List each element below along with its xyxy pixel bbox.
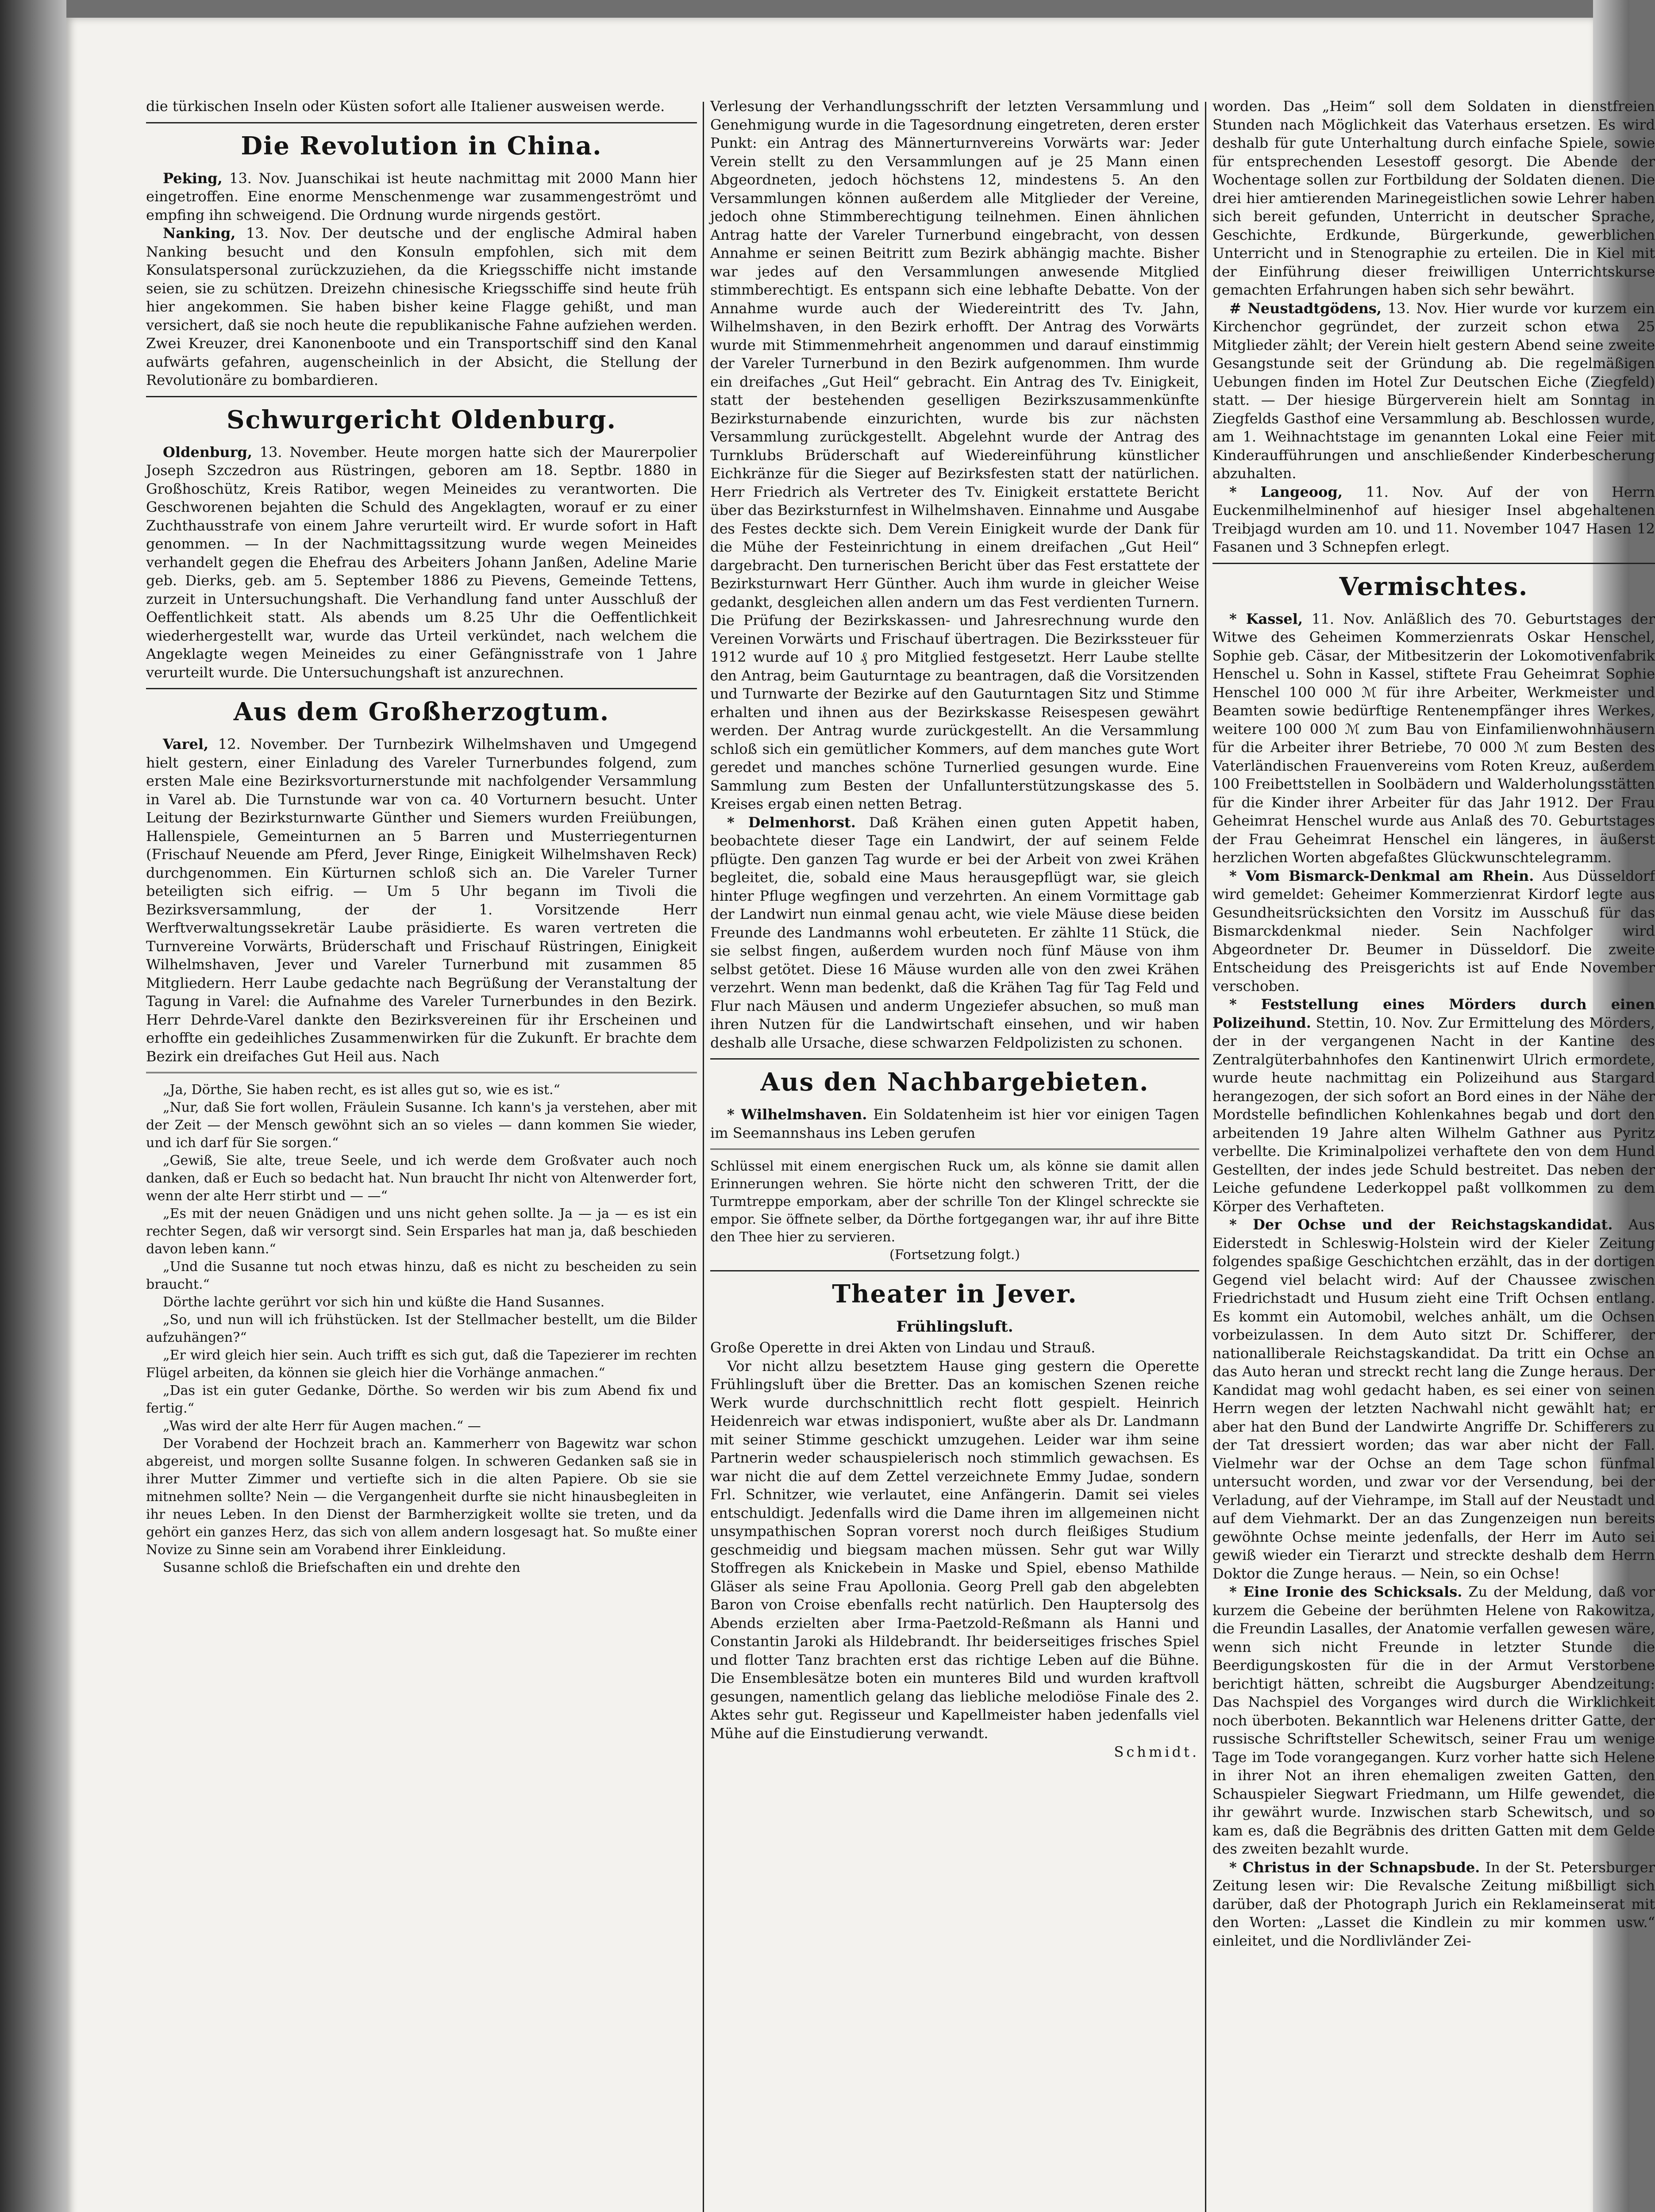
section-rule — [146, 688, 697, 689]
story-paragraph: „Er wird gleich hier sein. Auch trifft es sich gut, daß die Tapezierer im rechten Flügel arbeiten, da können sie gleich hier die Vorhänge anmachen.“ — [146, 1348, 697, 1381]
story-paragraph: „Ja, Dörthe, Sie haben recht, es ist alles gut so, wie es ist.“ — [163, 1082, 560, 1098]
heading-schwurgericht: Schwurgericht Oldenburg. — [227, 405, 616, 434]
paragraph-text: 13. Nov. Der deutsche und der englische Admiral haben Nanking besucht und den Konsuln empfohlen, sich mit dem Konsulatspersonal zurückzuziehen, da die Kriegsschiffe nicht imstande seien, sie zu schützen. Dreizehn chinesische Kriegsschiffe sind heute früh hier angekommen. Sie haben bisher keine Flagge gehißt, und man versichert, daß sie noch heute die republikanische Fahne aufziehen werden. Zwei Kreuzer, drei Kanonenboote und ein Transportschiff sind den Kanal aufwärts gefahren, augenscheinlich in der Absicht, die Stellung der Revolutionäre zu bombardieren. — [146, 225, 697, 388]
heading-china: Die Revolution in China. — [241, 131, 602, 161]
dateline: * Christus in der Schnapsbude. — [1229, 1859, 1480, 1876]
paragraph — [1212, 867, 1655, 996]
paragraph — [146, 735, 697, 1066]
dateline: Peking, — [163, 169, 223, 187]
dateline: * Feststellung eines Mörders durch einen Polizeihund. — [1212, 996, 1655, 1031]
paragraph — [1212, 1216, 1655, 1583]
dateline: * Langeoog, — [1229, 483, 1343, 500]
dateline: * Eine Ironie des Schicksals. — [1229, 1583, 1463, 1600]
paragraph-text: Stettin, 10. Nov. Zur Ermittelung des Mörders, der in der vergangenen Nacht in der Kantine des Zentralgüterbahnhofes den Kantinenwirt Ulrich ermordete, wurde heute nachmittag ein Polizeihund aus Stargard herangezogen, der sich sofort an Bord eines in der Nähe der Mordstelle befindlichen Kohlenkahnes begab und dort den arbeitenden 19 Jahre alten Wilhelm Gathner aus Pyritz verbellte. Die Kriminalpolizei verhaftete den von dem Hund Gestellten, der indes jede Schuld bestreitet. Das neben der Leiche gefundene Lederkoppel paßt vollkommen zu dem Körper des Verhafteten. — [1212, 1014, 1655, 1215]
paragraph — [710, 1106, 1199, 1142]
dateline: * Der Ochse und der Reichstagskandidat. — [1229, 1216, 1613, 1233]
paragraph — [1212, 995, 1655, 1216]
dateline: Varel, — [163, 736, 209, 753]
paragraph-text: Ein Soldatenheim ist hier vor einigen Tagen im Seemannshaus ins Leben gerufen — [710, 1106, 1199, 1141]
dateline: Oldenburg, — [163, 443, 253, 461]
paragraph-text: In der St. Petersburger Zeitung lesen wir: Die Revalsche Zeitung mißbilligt sich darüber, daß der Photograph Jurich ein Reklameinserat mit den Worten: „Lasset die Kindlein zu mir kommen usw.“ einleitet, und die Nordlivländer Zei- — [1212, 1859, 1655, 1949]
dateline: * Kassel, — [1229, 610, 1303, 627]
paragraph-text: 12. November. Der Turnbezirk Wilhelmshaven und Umgegend hielt gestern, einer Einladung des Vareler Turnerbundes folgend, zum ersten Male eine Bezirksvorturnerstunde mit nachfolgender Versammlung in Varel ab. Die Turnstunde war von ca. 40 Vorturnern besucht. Unter Leitung der Bezirksturnwarte Günther und Siemers wurden Freiübungen, Hallenspiele, Gemeinturnen an 5 Barren und Musterriegenturnen (Frischauf Neuende am Pferd, Jever Ringe, Einigkeit Wilhelmshaven Reck) durchgenommen. Ein Kürturnen schloß sich an. Die Vareler Turner beteiligten sich eifrig. — Um 5 Uhr begann im Tivoli die Bezirksversammlung, der der 1. Vorsitzende Herr Werftverwaltungssekretär Laube präsidierte. Es waren vertreten die Turnvereine Vorwärts, Brüderschaft und Frischauf Rüstringen, Einigkeit Wilhelmshaven, Jever und Vareler Turnerbund mit zusammen 85 Mitgliedern. Herr Laube gedachte nach Begrüßung der Veranstaltung der Tagung in Varel: die Aufnahme des Vareler Turnerbundes in den Bezirk. Herr Dehrde-Varel dankte den Bezirksvereinen für ihr Erscheinen und erhoffte ein gedeihliches Zusammenwirken für die Zukunft. Er brachte dem Bezirk ein dreifaches Gut Heil aus. Nach — [146, 736, 697, 1065]
paragraph — [1212, 1583, 1655, 1859]
intro-text: die türkischen Inseln oder Küsten sofort alle Italiener ausweisen werde. — [146, 98, 665, 115]
story-paragraph: „Es mit der neuen Gnädigen und uns nicht gehen sollte. Ja — ja — es ist ein rechter Segen, daß wir versorgt sind. Sein Ersparles hat man ja, daß beschieden davon leben kann.“ — [146, 1206, 697, 1257]
column-middle — [710, 97, 1199, 2212]
story-paragraph: „Das ist ein guter Gedanke, Dörthe. So werden wir bis zum Abend fix und fertig.“ — [146, 1383, 697, 1416]
paragraph — [1212, 610, 1655, 867]
paragraph — [146, 169, 697, 225]
story-paragraph: „Gewiß, Sie alte, treue Seele, und ich werde dem Großvater auch noch danken, daß er Euch so bedacht hat. Nun braucht Ihr nicht von Altenwerder fort, wenn der alte Herr stirbt und — —“ — [146, 1153, 697, 1204]
paragraph — [146, 224, 697, 390]
section-rule — [1212, 563, 1655, 564]
heading-grossherzogtum: Aus dem Großherzogtum. — [233, 697, 610, 726]
dateline: Nanking, — [163, 225, 236, 242]
newspaper-page — [66, 18, 1655, 2212]
paragraph-text: Zu der Meldung, daß vor kurzem die Gebeine der berühmten Helene von Rakowitza, die Freundin Lasalles, der Anatomie verfallen gewesen wäre, wenn sich nicht Freunde in letzter Stunde die Beerdigungskosten für die in der Armut Verstorbene berichtigt hätten, schreibt die Augsburger Abendzeitung: Das Nachspiel des Vorganges wird durch die Wirklichkeit noch überboten. Bekanntlich war Helenens dritter Gatte, der russische Schriftsteller Schewitsch, seiner Frau um wenige Tage im Tode vorangegangen. Kurz vorher hatte sich Helene in ihrer Not an ihren ehemaligen zweiten Gatten, den Schauspieler Siegwart Friedmann, um Hilfe gewendet, die ihr gewährt wurde. Inzwischen starb Schewitsch, und so kam es, daß die Begräbnis des dritten Gatten mit dem Gelde des zweiten bezahlt wurde. — [1212, 1583, 1655, 1857]
story-paragraph: Der Vorabend der Hochzeit brach an. Kammerherr von Bagewitz war schon abgereist, und morgen sollte Susanne folgen. In schweren Gedanken saß sie in ihrer Mutter Zimmer und vertiefte sich in die alten Papiere. Ob sie sie mitnehmen sollte? Nein — die Vergangenheit durfte sie nicht hinausbegleiten in ihr neues Leben. In den Dienst der Barmherzigkeit wollte sie treten, und da gehört ein ganzes Herz, das sich von allem andern losgesagt hat. So mußte einer Novize zu Sinne sein am Vorabend ihrer Einkleidung. — [146, 1436, 697, 1558]
heading-vermischtes: Vermischtes. — [1339, 572, 1528, 601]
column-rule — [703, 102, 704, 2212]
story-paragraph: „Und die Susanne tut noch etwas hinzu, daß es nicht zu bescheiden zu sein braucht.“ — [146, 1259, 697, 1292]
paragraph-text: worden. Das „Heim“ soll dem Soldaten in dienstfreien Stunden nach Möglichkeit das Vaterhaus ersetzen. Es wird deshalb für gute Unterhaltung durch einfache Spiele, sowie für entsprechenden Lesestoff gesorgt. Die Abende der Wochentage sollen zur Fortbildung der Soldaten dienen. Die drei hier amtierenden Marinegeistlichen sowie Lehrer haben sich bereit gefunden, Unterricht in deutscher Sprache, Geschichte, Erdkunde, Bürgerkunde, gewerblichen Unterricht und in Stenographie zu erteilen. Die in Kiel mit der Einführung dieser freiwilligen Unterrichtskurse gemachten Erfahrungen haben sich sehr bewährt. — [1212, 98, 1655, 298]
paragraph-text: 11. Nov. Auf der von Herrn Euckenmilhelminenhof auf hiesiger Insel abgehaltenen Treibjagd wurden am 10. und 11. November 1047 Hasen 12 Fasanen und 3 Schnepfen erlegt. — [1212, 483, 1655, 555]
paragraph-text: 13. November. Heute morgen hatte sich der Maurerpolier Joseph Szczedron aus Rüstringen, geboren am 18. Septbr. 1880 in Großhoschütz, Kreis Ratibor, wegen Meineides zu verantworten. Die Geschworenen bejahten die Schuld des Angeklagten, worauf er zu einer Zuchthausstrafe von einem Jahre verurteilt wird. Er wurde sofort in Haft genommen. — In der Nachmittagssitzung wurde wegen Meineides verhandelt gegen die Ehefrau des Arbeiters Johann Janßen, Adeline Marie geb. Dierks, geb. am 5. September 1886 zu Pievens, Gemeinde Tettens, zurzeit in Untersuchungshaft. Die Verhandlung fand unter Ausschluß der Oeffentlichkeit statt. Als abends um 8.25 Uhr die Oeffentlichkeit wiederhergestellt war, wurde das Urteil verkündet, nach welchem die Angeklagte wegen Meineides zu einer Gefängnisstrafe von 1 Jahre verurteilt wurde. Die Untersuchungshaft ist anzurechnen. — [146, 443, 697, 681]
paragraph — [1212, 300, 1655, 483]
story-paragraph: Schlüssel mit einem energischen Ruck um, als könne sie damit allen Erinnerungen wehren. Sie hörte nicht den schweren Tritt, der die Turmtreppe emporkam, aber der schrille Ton der Klingel schreckte sie empor. Sie öffnete selber, da Dörthe fortgegangen war, ihr auf ihre Bitte den Thee hier zu servieren. — [710, 1159, 1199, 1245]
paragraph-text: 11. Nov. Anläßlich des 70. Geburtstages der Witwe des Geheimen Kommerzienrats Oskar Henschel, Sophie geb. Cäsar, der Mitbesitzerin der Lokomotivenfabrik Henschel u. Sohn in Kassel, stiftete Frau Geheimrat Sophie Henschel 100 000 ℳ für ihre Arbeiter, Werkmeister und Beamten sowie bedürftige Rentenempfänger ihres Werkes, weitere 100 000 ℳ zum Bau von Einfamilienwohnhäusern für die Arbeiter ihrer Betriebe, 70 000 ℳ zum Besten des Vaterländischen Frauenvereins vom Roten Kreuz, außerdem 100 Freibettstellen in Soolbädern und Walderholungsstätten für die Kinder ihrer Arbeiter für das Jahr 1912. Der Frau Geheimrat Henschel wurde aus Anlaß des 70. Geburtstages der Frau Geheimrat Henschel ein längeres, in äußerst herzlichen Worten abgefaßtes Glückwunschtelegramm. — [1212, 610, 1655, 866]
signature: Schmidt. — [1114, 1743, 1199, 1760]
book-binding-shadow — [0, 0, 66, 2212]
column-right — [1212, 97, 1655, 2212]
paragraph — [1212, 483, 1655, 557]
paragraph-text: 13. Nov. Juanschikai ist heute nachmittag mit 2000 Mann hier eingetroffen. Eine enorme Menschenmenge war zusammengeströmt und empfing ihn schweigend. Die Ordnung wurde nirgends gestört. — [146, 169, 697, 223]
paragraph-text: Verlesung der Verhandlungsschrift der letzten Versammlung und Genehmigung wurde in die Tagesordnung eingetreten, deren erster Punkt: ein Antrag des Männerturnvereins Vorwärts war: Jeder Verein stellt zu den Versammlungen auf je 25 Mann einen Abgeordneten, jedoch höchstens 12, mindestens 5. An den Versammlungen können außerdem alle Mitglieder der Vereine, jedoch ohne Stimmberechtigung teilnehmen. Einen ähnlichen Antrag hatte der Vareler Turnerbund eingebracht, von dessen Annahme er seinen Beitritt zum Bezirk abhängig machte. Bisher war jedes auf den Versammlungen anwesende Mitglied stimmberechtigt. Es entspann sich eine lebhafte Debatte. Von der Annahme wurde auch der Wiedereintritt des Tv. Jahn, Wilhelmshaven, in den Bezirk erhofft. Der Antrag des Vorwärts wurde mit Stimmenmehrheit angenommen und darauf einstimmig der Vareler Turnerbund in den Bezirk aufgenommen. Ihm wurde ein dreifaches „Gut Heil“ gebracht. Ein Antrag des Tv. Einigkeit, statt der bestehenden geselligen Bezirkszusammenkünfte Bezirksturnabende einzurichten, wurde bis zur nächsten Versammlung zurückgestellt. Abgelehnt wurde der Antrag des Turnklubs Brüderschaft auf Wiedereinführung künstlicher Eichkränze für die Sieger auf Bezirksfesten statt der natürlichen. Herr Friedrich als Vertreter des Tv. Einigkeit erstattete Bericht über das Bezirksturnfest in Wilhelmshaven. Einnahme und Ausgabe des Festes deckte sich. Dem Verein Einigkeit wurde der Dank für die Mühe der Festeinrichtung in einem dreifachen „Gut Heil“ dargebracht. Den turnerischen Bericht über das Fest erstattete der Bezirksturnwart Herr Günther. Auch ihm wurde in gleicher Weise gedankt, desgleichen allen andern um das Fest verdienten Turnern. Die Prüfung der Bezirkskassen- und Jahresrechnung wurde den Vereinen Vorwärts und Frischauf übertragen. Die Bezirkssteuer für 1912 wurde auf 10 ₰ pro Mitglied festgesetzt. Herr Laube stellte den Antrag, beim Gauturntage zu beantragen, daß die Vorsitzenden und Turnwarte der Bezirke auf den Gauturntagen Sitz und Stimme erhalten und ihnen aus der Bezirkskasse Reisespesen gewährt werden. Der Antrag wurde zurückgestellt. An die Versammlung schloß sich ein gemütlicher Kommers, auf dem manches gute Wort geredet und manches schöne Turnerlied gesungen wurde. Eine Sammlung zum Besten der Unfallunterstützungskasse des 5. Kreises ergab einen netten Betrag. — [710, 98, 1199, 812]
paragraph-text: Aus Düsseldorf wird gemeldet: Geheimer Kommerzienrat Kirdorf legte aus Gesundheitsrücksichten den Vorsitz im Ausschuß für das Bismarckdenkmal nieder. Sein Nachfolger wird Abgeordneter Dr. Beumer in Düsseldorf. Die zweite Entscheidung des Preisgerichts ist auf Ende November verschoben. — [1212, 867, 1655, 995]
story-paragraph: „Nur, daß Sie fort wollen, Fräulein Susanne. Ich kann's ja verstehen, aber mit der Zeit — der Mensch gewöhnt sich an so vieles — dann kommen Sie wieder, und ich darf für Sie sorgen.“ — [146, 1100, 697, 1151]
paragraph — [1212, 1859, 1655, 1951]
feuilleton-rule — [710, 1148, 1199, 1152]
dateline: # Neustadtgödens, — [1229, 300, 1382, 317]
paragraph-text: Vor nicht allzu besetztem Hause ging gestern die Operette Frühlingsluft über die Bretter. Das an komischen Szenen reiche Werk wurde durchschnittlich recht flott gespielt. Heinrich Heidenreich war etwas indisponiert, wußte aber als Dr. Landmann mit seiner Stimme geschickt umzugehen. Leider war ihm seine Partnerin weder schauspielerisch noch stimmlich gewachsen. Es war nicht die auf dem Zettel verzeichnete Emmy Judae, sondern Frl. Schnitzer, wie verlautet, eine Anfängerin. Damit sei vieles entschuldigt. Jedenfalls wird die Dame ihren im allgemeinen nicht unsympathischen Sopran vorerst noch durch fleißiges Studium geschmeidig und biegsam machen müssen. Sehr gut war Willy Stoffregen als Knickebein in Maske und Spiel, ebenso Mathilde Gläser als seine Frau Apollonia. Georg Prell gab den abgelebten Baron von Croise ebenfalls recht natürlich. Den Hauptersolg des Abends erzielten aber Irma-Paetzold-Reßmann als Hanni und Constantin Jaroki als Hildebrandt. Ihr beiderseitiges frisches Spiel und flotter Tanz brachten erst das richtige Leben auf die Bühne. Die Ensemblesätze boten ein munteres Bild und wurden kraftvoll gesungen, namentlich gelang das liebliche melodiöse Finale des 2. Aktes sehr gut. Regisseur und Kapellmeister haben jedenfalls viel Mühe auf die Einstudierung verwandt. — [710, 1357, 1199, 1742]
subheading: Frühlingsluft. — [896, 1318, 1013, 1336]
column-rule — [1205, 102, 1206, 2212]
section-rule — [710, 1058, 1199, 1060]
serial-story — [710, 1158, 1199, 1264]
paragraph-text: Daß Krähen einen guten Appetit haben, beobachtete dieser Tage ein Landwirt, der auf seinem Felde pflügte. Den ganzen Tag wurde er bei der Arbeit von zwei Krähen begleitet, die, sobald eine Maus herausgepflügt war, sie gleich hinter Pfluge wegfingen und verzehrten. An einem Vormittage gab der Landwirt nun einmal genau acht, wie viele Mäuse diese beiden Freunde des Landmanns wohl erbeuteten. Er zählte 11 Stück, die sie selbst fingen, außerdem wurden noch fünf Mäuse von ihm selbst getötet. Diese 16 Mäuse wurden alle von den zwei Krähen verzehrt. Wenn man bedenkt, daß die Krähen Tag für Tag Feld und Flur nach Mäusen und anderm Ungeziefer absuchen, so muß man ihren Nutzen für die Landwirtschaft einsehen, und wir haben deshalb alle Ursache, diese schwarzen Feldpolizisten zu schonen. — [710, 814, 1200, 1051]
column-left — [146, 97, 697, 2212]
story-paragraph: „Was wird der alte Herr für Augen machen.“ — — [163, 1418, 481, 1434]
story-paragraph: Susanne schloß die Briefschaften ein und drehte den — [163, 1560, 520, 1575]
serial-story — [146, 1081, 697, 1577]
story-paragraph: „So, und nun will ich frühstücken. Ist der Stellmacher bestellt, um die Bilder aufzuhängen?“ — [146, 1312, 697, 1345]
paragraph-text: 13. Nov. Hier wurde vor kurzem ein Kirchenchor gegründet, der zurzeit schon etwa 25 Mitglieder zählt; der Verein hielt gestern Abend seine zweite Gesangstunde seit der Gründung ab. Die regelmäßigen Uebungen finden im Hotel Zur Deutschen Eiche (Ziegfeld) statt. — Der hiesige Bürgerverein hielt am Sonntag in Ziegfelds Gasthof eine Versammlung ab. Beschlossen wurde, am 1. Weihnachtstage im genannten Lokal eine Feier mit Kinderaufführungen und anschließender Kinderbescherung abzuhalten. — [1212, 300, 1655, 482]
dateline: * Wilhelmshaven. — [727, 1106, 867, 1123]
paragraph — [146, 443, 697, 682]
paragraph-text: Aus Eiderstedt in Schleswig-Holstein wird der Kieler Zeitung folgendes spaßige Geschichtchen erzählt, das in der dortigen Gegend viel belacht wird: Auf der Chaussee zwischen Friedrichstadt und Husum zieht eine Trift Ochsen entlang. Es kommt ein Automobil, welches anhält, um die Ochsen vorbeizulassen. In dem Auto sitzt Dr. Schifferer, der nationalliberale Reichstagskandidat. Da tritt ein Ochse an das Auto heran und streckt recht lang die Zunge heraus. Der Kandidat mag wohl gedacht haben, es sei einer von seinen Herrn wegen der letzten Nachwahl nicht gewählt hat; er aber hat den Bund der Landwirte Angriffe Dr. Schifferers zu der Tat dressiert worden; das war aber nicht der Fall. Vielmehr war der Ochse an dem Tage schon fünfmal untersucht worden, und zwar vor der Versendung, bei der Verladung, auf der Viehrampe, im Stall auf der Neustadt und auf dem Viehmarkt. Der an das Zungenzeigen nun bereits gewöhnte Ochse meinte jedenfalls, der Herr im Auto sei gewiß wieder ein Tierarzt und streckte deshalb dem Herrn Doktor die Zunge heraus. — Nein, so ein Ochse! — [1212, 1216, 1655, 1582]
paragraph-text: Große Operette in drei Akten von Lindau und Strauß. — [710, 1339, 1096, 1356]
heading-theater: Theater in Jever. — [832, 1279, 1078, 1309]
story-paragraph: Dörthe lachte gerührt vor sich hin und küßte die Hand Susannes. — [163, 1294, 605, 1310]
section-rule — [146, 396, 697, 397]
heading-nachbargebiete: Aus den Nachbargebieten. — [760, 1068, 1149, 1097]
section-rule — [710, 1270, 1199, 1271]
feuilleton-rule — [146, 1072, 697, 1075]
dateline: * Delmenhorst. — [727, 814, 856, 831]
dateline: * Vom Bismarck-Denkmal am Rhein. — [1229, 867, 1534, 884]
paragraph — [710, 814, 1199, 1052]
section-rule — [146, 122, 697, 123]
continuation-note: (Fortsetzung folgt.) — [889, 1247, 1020, 1263]
